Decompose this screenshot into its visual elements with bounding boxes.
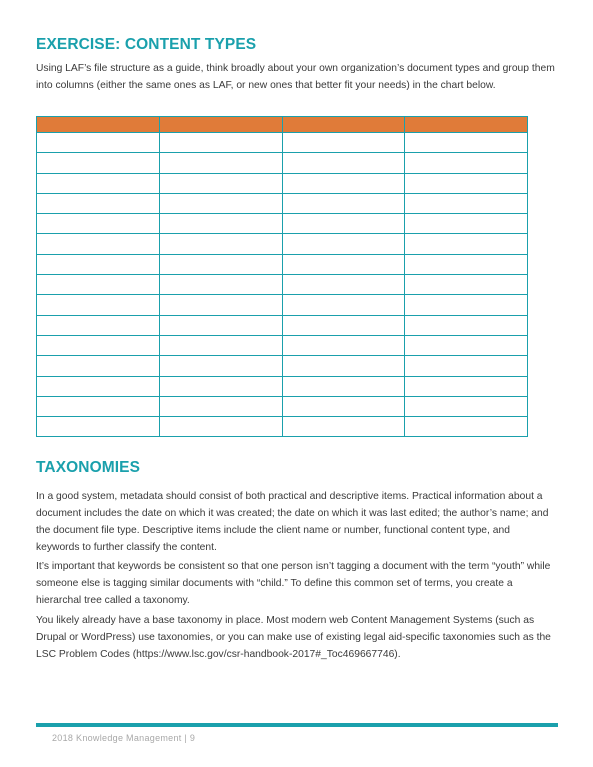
chart-row: [37, 396, 528, 416]
chart-row: [37, 417, 528, 437]
chart-row: [37, 234, 528, 254]
chart-cell: [405, 417, 528, 437]
chart-cell: [159, 254, 282, 274]
chart-cell: [405, 335, 528, 355]
chart-cell: [282, 133, 405, 153]
chart-cell: [405, 396, 528, 416]
footer-divider: [36, 723, 558, 727]
chart-cell: [159, 193, 282, 213]
chart-cell: [37, 315, 160, 335]
taxonomies-title: TAXONOMIES: [36, 459, 141, 476]
chart-cell: [159, 315, 282, 335]
chart-row: [37, 214, 528, 234]
chart-cell: [282, 193, 405, 213]
chart-header-cell: [37, 117, 160, 133]
chart-cell: [159, 335, 282, 355]
chart-cell: [282, 295, 405, 315]
chart-cell: [37, 417, 160, 437]
chart-cell: [405, 295, 528, 315]
taxonomies-paragraph-2: It’s important that keywords be consistent so that one person isn’t tagging a document with the term “youth” while someone else is tagging similar documents with “child.” To define this common set of terms, you create a hierarchal tree called a taxonomy.: [36, 561, 551, 606]
chart-cell: [159, 153, 282, 173]
chart-cell: [37, 396, 160, 416]
chart-cell: [159, 133, 282, 153]
chart-row: [37, 315, 528, 335]
chart-header-cell: [282, 117, 405, 133]
chart-row: [37, 254, 528, 274]
chart-cell: [405, 315, 528, 335]
chart-row: [37, 275, 528, 295]
chart-cell: [405, 376, 528, 396]
chart-cell: [282, 173, 405, 193]
chart-cell: [282, 376, 405, 396]
chart-cell: [282, 356, 405, 376]
chart-cell: [405, 254, 528, 274]
chart-cell: [159, 275, 282, 295]
taxonomies-paragraph-3: You likely already have a base taxonomy in place. Most modern web Content Management Systems (such as Drupal or WordPress) use taxonomies, or you can make use of existing legal aid-specific taxonomies such as the LSC Problem Codes (https://www.lsc.gov/csr-handbook-2017#_Toc469667746).: [36, 615, 551, 660]
chart-cell: [282, 335, 405, 355]
chart-row: [37, 153, 528, 173]
chart-row: [37, 133, 528, 153]
exercise-title: EXERCISE: CONTENT TYPES: [36, 36, 257, 53]
chart-cell: [282, 214, 405, 234]
chart-cell: [37, 234, 160, 254]
chart-cell: [405, 153, 528, 173]
chart-cell: [37, 295, 160, 315]
chart-row: [37, 376, 528, 396]
chart-cell: [405, 356, 528, 376]
chart-body: [37, 133, 528, 437]
chart-cell: [37, 254, 160, 274]
chart-cell: [405, 133, 528, 153]
chart-cell: [37, 214, 160, 234]
chart-header-cell: [405, 117, 528, 133]
chart-cell: [405, 275, 528, 295]
chart-cell: [159, 396, 282, 416]
chart-cell: [159, 356, 282, 376]
chart-cell: [405, 214, 528, 234]
chart-cell: [405, 234, 528, 254]
chart-header-row: [37, 117, 528, 133]
chart-cell: [282, 396, 405, 416]
chart-cell: [37, 153, 160, 173]
chart-header-cell: [159, 117, 282, 133]
chart-cell: [282, 275, 405, 295]
chart-cell: [405, 173, 528, 193]
chart-cell: [159, 214, 282, 234]
chart-row: [37, 173, 528, 193]
chart-cell: [37, 376, 160, 396]
chart-cell: [405, 193, 528, 213]
chart-cell: [159, 295, 282, 315]
chart-row: [37, 335, 528, 355]
chart-cell: [37, 335, 160, 355]
chart-row: [37, 356, 528, 376]
chart-cell: [282, 315, 405, 335]
chart-cell: [282, 153, 405, 173]
chart-cell: [37, 275, 160, 295]
chart-cell: [282, 417, 405, 437]
chart-row: [37, 193, 528, 213]
chart-cell: [37, 133, 160, 153]
content-types-chart: [36, 116, 528, 437]
exercise-intro: Using LAF’s file structure as a guide, think broadly about your own organization’s document types and group them into columns (either the same ones as LAF, or new ones that better fit your needs) in the chart below.: [36, 63, 555, 91]
footer-page-label: 2018 Knowledge Management | 9: [52, 733, 196, 743]
chart-cell: [37, 193, 160, 213]
taxonomies-paragraph-1: In a good system, metadata should consist of both practical and descriptive items. Practical information about a document includes the date on which it was created; the date on which it was last edited; the author’s name; and the document file type. Descriptive items include the client name or number, functional content type, and keywords to further classify the content.: [36, 491, 549, 553]
chart-cell: [159, 234, 282, 254]
chart-cell: [159, 376, 282, 396]
chart-cell: [159, 417, 282, 437]
chart-cell: [159, 173, 282, 193]
chart-cell: [37, 356, 160, 376]
chart-cell: [282, 254, 405, 274]
chart-cell: [37, 173, 160, 193]
chart-row: [37, 295, 528, 315]
chart-cell: [282, 234, 405, 254]
